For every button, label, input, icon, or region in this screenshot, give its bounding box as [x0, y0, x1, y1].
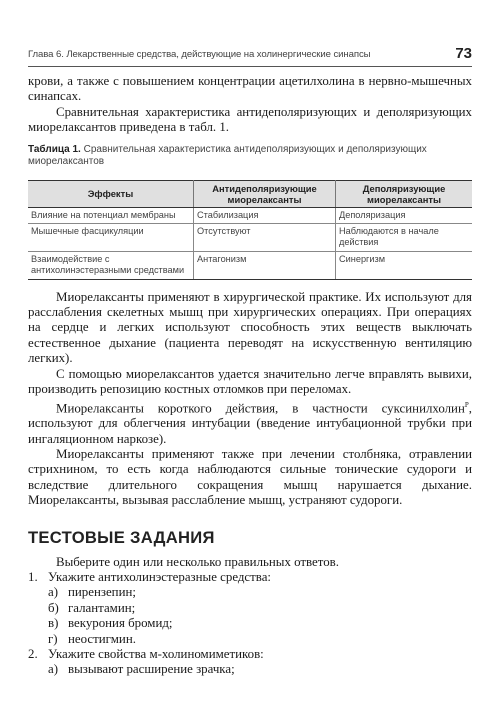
text-span: Миорелаксанты короткого действия, в частности суксинилхолин — [56, 400, 465, 415]
table-header-antidepolarizing: Антидеполяризующие миорелаксанты — [194, 180, 336, 207]
comparison-table — [28, 180, 472, 280]
page-number: 73 — [455, 45, 472, 62]
table-cell: Стабилизация — [194, 207, 336, 223]
page-content — [28, 74, 472, 678]
test-instruction: Выберите один или несколько правильных ответов. — [56, 554, 339, 569]
table-header-row — [28, 180, 472, 207]
option-letter: а) — [48, 662, 59, 677]
table-cell: Влияние на потенциал мембраны — [28, 207, 194, 223]
question-text: Укажите антихолинэстеразные средства: — [48, 570, 271, 585]
option-text: галантамин; — [68, 600, 136, 615]
paragraph-intubation — [28, 398, 472, 448]
option-text: пирензепин; — [68, 585, 136, 600]
option-text: вызывают расширение зрачка; — [68, 662, 235, 677]
paragraph-dislocations: С помощью миорелаксантов удается значительно легче вправлять вывихи, производить репозицию костных отломков при переломах. — [28, 366, 472, 397]
table-cell: Антагонизм — [194, 251, 336, 279]
table-caption — [28, 144, 472, 169]
option-letter: в) — [48, 616, 59, 631]
question-text: Укажите свойства м-холиномиметиков: — [48, 647, 264, 662]
question-number: 1. — [28, 570, 38, 585]
answer-option — [48, 616, 472, 631]
answer-option — [48, 585, 472, 600]
answer-options — [48, 662, 472, 677]
answer-option — [48, 601, 472, 616]
table-row — [28, 251, 472, 279]
answer-option — [48, 662, 472, 677]
table-caption-text: Сравнительная характеристика антидеполяризующих и деполяризующих миорелаксантов — [28, 143, 427, 168]
table-row — [28, 207, 472, 223]
table-cell: Наблюдаются в начале действия — [336, 224, 473, 252]
question-2 — [28, 647, 472, 678]
option-text: векурония бромид; — [68, 616, 173, 631]
option-letter: б) — [48, 600, 59, 615]
question-number: 2. — [28, 647, 38, 662]
table-row — [28, 224, 472, 252]
table-cell: Мышечные фасцикуляции — [28, 224, 194, 252]
option-text: неостигмин. — [68, 631, 136, 646]
answer-option — [48, 632, 472, 647]
table-caption-label: Таблица 1. — [28, 143, 81, 155]
chapter-title: Глава 6. Лекарственные средства, действующие на холинергические синапсы — [28, 49, 371, 60]
registered-mark: Р — [464, 400, 469, 409]
text-span: , используют для облегчения интубации (введение интубационной трубки при ингаляционном наркозе). — [28, 400, 472, 446]
option-letter: а) — [48, 585, 59, 600]
table-header-effects: Эффекты — [28, 180, 194, 207]
table-cell: Синергизм — [336, 251, 473, 279]
paragraph-surgical-use: Миорелаксанты применяют в хирургической практике. Их используют для расслабления скелетных мышц при хирургических операциях. При операциях на сердце и легких используют способность этих веществ выключать естественное дыхание (пациента переводят на искусственную вентиляцию легких). — [28, 289, 472, 366]
table-cell: Взаимодействие с антихолинэстеразными средствами — [28, 251, 194, 279]
section-heading: ТЕСТОВЫЕ ЗАДАНИЯ — [28, 527, 215, 547]
running-header — [28, 44, 472, 67]
option-letter: г) — [48, 631, 58, 646]
table-header-depolarizing: Деполяризующие миорелаксанты — [336, 180, 473, 207]
question-list — [28, 570, 472, 678]
paragraph-table-reference: Сравнительная характеристика антидеполяризующих и деполяризующих миорелаксантов приведена в табл. 1. — [28, 104, 472, 135]
table-cell: Деполяризация — [336, 207, 473, 223]
paragraph-continued: крови, а также с повышением концентрации ацетилхолина в нервно-мышечных синапсах. — [28, 74, 472, 104]
question-1 — [28, 570, 472, 647]
answer-options — [48, 585, 472, 647]
paragraph-tetanus: Миорелаксанты применяют также при лечении столбняка, отравлении стрихнином, то есть когда наблюдаются сильные тонические судороги и вследствие длительного сокращения мышц нарушается дыхание. Миорелаксанты, вызывая расслабление мышц, устраняют судороги. — [28, 447, 472, 508]
table-cell: Отсутствуют — [194, 224, 336, 252]
